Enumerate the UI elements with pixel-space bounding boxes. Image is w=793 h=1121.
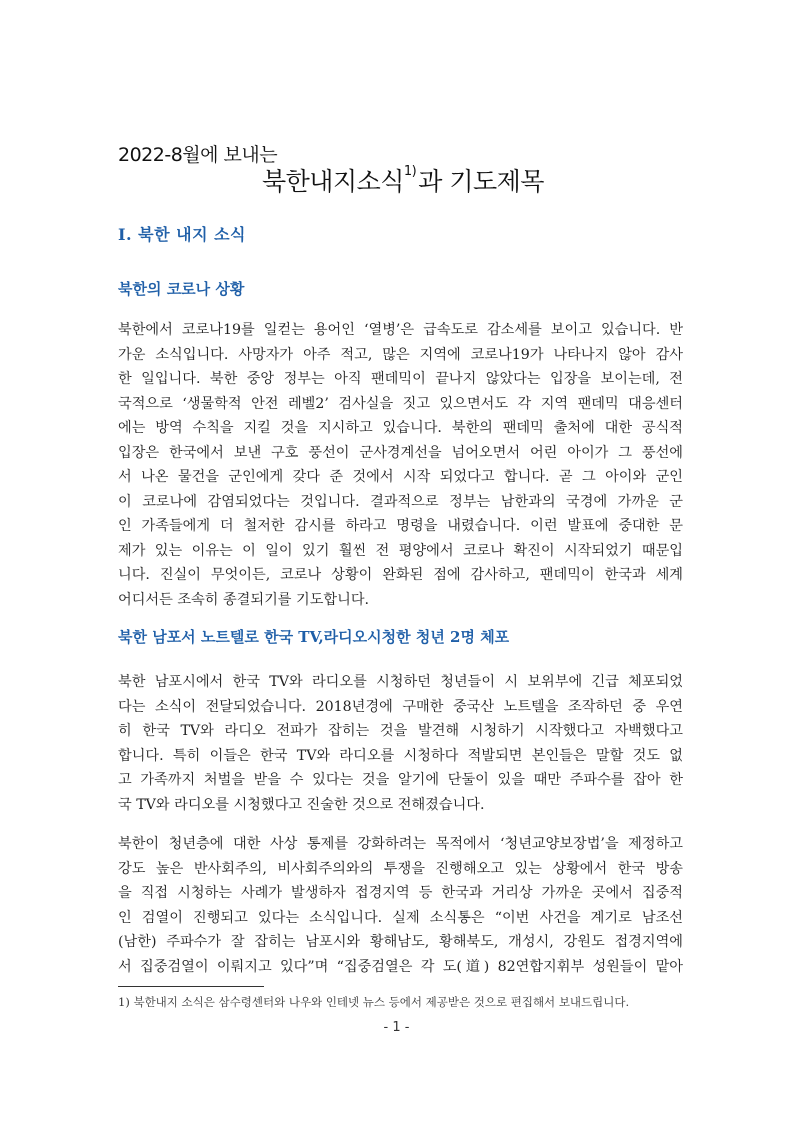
article-heading-nampo: 북한 남포서 노트텔로 한국 TV,라디오시청한 청년 2명 체포	[118, 628, 510, 646]
article-heading-covid: 북한의 코로나 상황	[118, 280, 245, 298]
paragraph-line: 히 한국 TV와 라디오 전파가 잡히는 것을 발견해 시청하기 시작했다고 자백했다고	[118, 723, 683, 739]
paragraph-line: 입장은 한국에서 보낸 구호 풍선이 군사경계선을 넘어오면서 어린 아이가 그 풍선에	[118, 444, 683, 461]
article-nampo-paragraph-2	[118, 832, 683, 979]
paragraph-line: 북한 남포시에서 한국 TV와 라디오를 시청하던 청년들이 시 보위부에 긴급 체포되었	[118, 674, 683, 690]
document-title-main: 북한내지소식	[262, 167, 404, 196]
paragraph-line: 인 검열이 진행되고 있다는 소식입니다. 실제 소식통은 “이번 사건을 계기로 남조선	[118, 909, 683, 926]
paragraph-line: 강도 높은 반사회주의, 비사회주의와의 투쟁을 진행해오고 있는 상황에서 한국 방송	[118, 860, 683, 877]
paragraph-line: 국 TV와 라디오를 시청했다고 진술한 것으로 전해졌습니다.	[118, 796, 485, 813]
footnote-divider	[118, 986, 264, 987]
document-title-tail: 과 기도제목	[418, 167, 544, 196]
paragraph-line: 을 직접 시청하는 사례가 발생하자 접경지역 등 한국과 거리상 가까운 곳에서 집중적	[118, 885, 683, 901]
paragraph-line: (남한) 주파수가 잘 잡히는 남포시와 황해남도, 황해북도, 개성시, 강원도 접경지역에	[118, 934, 683, 950]
paragraph-line: 제가 있는 이유는 이 일이 있기 훨씬 전 평양에서 코로나 확진이 시작되었기 때문입	[118, 542, 683, 559]
paragraph-line: 한 일입니다. 북한 중앙 정부는 아직 팬데믹이 끝나지 않았다는 입장을 보이는데, 전	[118, 371, 683, 387]
paragraph-line: 에는 방역 수칙을 지킬 것을 지시하고 있습니다. 북한의 팬데믹 출처에 대한 공식적	[118, 420, 683, 436]
page-number: - 1 -	[383, 1020, 410, 1035]
paragraph-line: 서 나온 물건을 군인에게 갖다 준 것에서 시작 되었다고 합니다. 곧 그 아이와 군인	[118, 469, 683, 485]
section-heading: Ⅰ. 북한 내지 소식	[118, 225, 247, 244]
footnote: 1) 북한내지 소식은 삼수령센터와 나우와 인테넷 뉴스 등에서 제공받은 것으로 편집해서 보내드립니다.	[118, 995, 630, 1009]
document-title	[262, 162, 544, 198]
paragraph-line: 이 코로나에 감염되었다는 것입니다. 결과적으로 정부는 남한과의 국경에 가까운 군	[118, 493, 683, 510]
paragraph-line: 니다. 진실이 무엇이든, 코로나 상황이 완화된 점에 감사하고, 팬데믹이 한국과 세계	[118, 567, 683, 583]
paragraph-line: 합니다. 특히 이들은 한국 TV와 라디오를 시청하다 적발되면 본인들은 말할 것도 없	[118, 747, 683, 764]
paragraph-line: 가운 소식입니다. 사망자가 아주 적고, 많은 지역에 코로나19가 나타나지 않아 감사	[118, 346, 683, 363]
title-date-line: 2022-8월에 보내는	[118, 144, 278, 166]
paragraph-line: 북한이 청년층에 대한 사상 통제를 강화하려는 목적에서 ‘청년교양보장법’을 제정하고	[118, 836, 683, 852]
paragraph-line: 다는 소식이 전달되었습니다. 2018년경에 구매한 중국산 노트텔을 조작하던 중 우연	[118, 698, 683, 715]
article-nampo-paragraph-1	[118, 670, 683, 817]
paragraph-line: 국적으로 ‘생물학적 안전 레벨2’ 검사실을 짓고 있으면서도 각 지역 팬데믹 대응센터	[118, 395, 683, 412]
footnote-marker[interactable]: 1)	[403, 164, 417, 179]
paragraph-line: 고 가족까지 처벌을 받을 수 있다는 것을 알기에 단둘이 있을 때만 주파수를 잡아 한	[118, 772, 683, 788]
article-covid-paragraph	[118, 318, 683, 612]
paragraph-line: 어디서든 조속히 종결되기를 기도합니다.	[118, 591, 370, 608]
paragraph-line: 인 가족들에게 더 철저한 감시를 하라고 명령을 내렸습니다. 이런 발표에 중대한 문	[118, 518, 683, 534]
paragraph-line: 서 집중검열이 이뤄지고 있다”며 “집중검열은 각 도(道) 82연합지휘부 성원들이 맡아	[118, 958, 683, 975]
paragraph-line: 북한에서 코로나19를 일컫는 용어인 ‘열병’은 급속도로 감소세를 보이고 있습니다. 반	[118, 322, 683, 338]
